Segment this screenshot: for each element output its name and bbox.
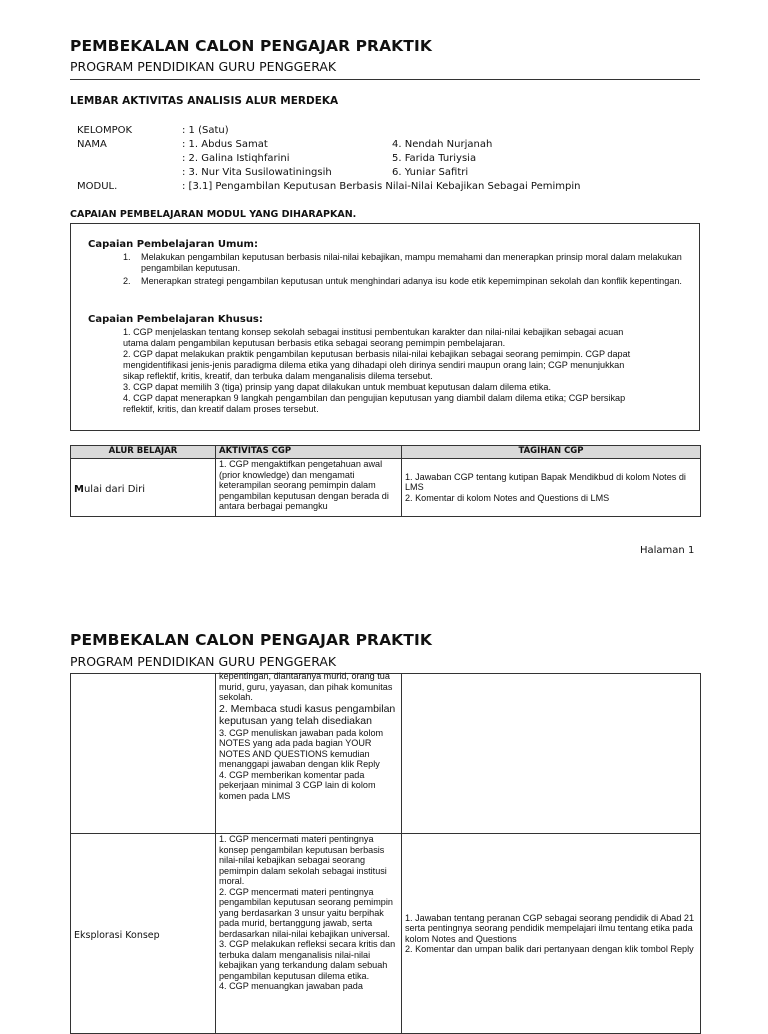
name-right-1: 4. Nendah Nurjanah	[392, 139, 493, 150]
page2-title: PEMBEKALAN CALON PENGAJAR PRAKTIK	[70, 631, 432, 649]
aktivitas-part-a: kepentingan, diantaranya murid, orang tua murid, guru, yayasan, dan pihak komunitas sekolah.	[219, 671, 393, 702]
header-aktivitas-cgp: AKTIVITAS CGP	[216, 446, 402, 459]
alur-cell-eksplorasi	[71, 834, 216, 1034]
tagihan-cell: 1. Jawaban CGP tentang kutipan Bapak Mendikbud di kolom Notes di LMS 2. Komentar di kolom Notes and Questions di LMS	[402, 459, 701, 517]
alur-first-letter: M	[74, 483, 84, 495]
umum-item-1-text: Melakukan pengambilan keputusan berbasis nilai-nilai kebajikan, mampu memahami dan menerapkan prinsip moral dalam melakukan pengambilan keputusan.	[141, 252, 682, 273]
name-right-3: 6. Yuniar Safitri	[392, 167, 469, 178]
aktivitas-cell-eksplorasi: 1. CGP mencermati materi pentingnya konsep pengambilan keputusan berbasis nilai-nilai kebajikan sebagai seorang pemimpin dalam sekolah sebagai institusi moral. 2. CGP mencermati materi pentingnya pengambilan keputusan seorang pemimpin yang berdasarkan 3 unsur yaitu berpihak pada murid, bertanggung jawab, serta berdasarkan nilai-nilai kebajikan universal. 3. CGP melakukan refleksi secara kritis dan terbuka dalam menganalisis nilai-nilai kebajikan yang terkandung dalam sebuah pengambilan keputusan dilema etika. 4. CGP menuangkan jawaban pada	[216, 834, 402, 1034]
alur-table-continued	[70, 673, 701, 1034]
page-title: PEMBEKALAN CALON PENGAJAR PRAKTIK	[70, 37, 432, 55]
sheet-title: LEMBAR AKTIVITAS ANALISIS ALUR MERDEKA	[70, 95, 339, 107]
header-divider	[70, 79, 700, 80]
modul-label: MODUL.	[77, 181, 118, 192]
khusus-item-2: 2. CGP dapat melakukan praktik pengambilan keputusan berbasis nilai-nilai kebajikan sebagai seorang pemimpin. CGP dapat mengidentifikasi jenis-jenis paradigma dilema etika yang dihadapi oleh dirinya sendiri maupun orang lain; CGP menunjukkan sikap reflektif, kritis, kreatif, dan terbuka dalam menganalisis dilema tersebut.	[123, 349, 631, 381]
alur-cell-empty	[71, 674, 216, 834]
khusus-item-1: 1. CGP menjelaskan tentang konsep sekolah sebagai institusi pembentukan karakter dan nilai-nilai kebajikan sebagai acuan utama dalam pengambilan keputusan berbasis etika sebagai seorang pemimpin pembelajaran.	[123, 327, 624, 348]
khusus-list	[123, 327, 648, 415]
name-right-2: 5. Farida Turiysia	[392, 153, 477, 164]
aktivitas-part-b: 2. Membaca studi kasus pengambilan keputusan yang telah disediakan	[219, 702, 396, 727]
tagihan-cell-empty	[402, 674, 701, 834]
kelompok-value: : 1 (Satu)	[182, 125, 229, 136]
header-tagihan-cgp: TAGIHAN CGP	[402, 446, 701, 459]
capaian-box	[70, 223, 700, 431]
table-row	[71, 674, 701, 834]
capaian-title: CAPAIAN PEMBELAJARAN MODUL YANG DIHARAPKAN.	[70, 209, 357, 220]
name-left-3: : 3. Nur Vita Susilowatiningsih	[182, 167, 332, 178]
alur-cell	[71, 459, 216, 517]
khusus-item-4: 4. CGP dapat menerapkan 9 langkah pengambilan dan pengujian keputusan yang diambil dalam dilema etika; CGP bersikap reflektif, kritis, dan kreatif dalam proses tersebut.	[123, 393, 626, 414]
khusus-heading: Capaian Pembelajaran Khusus:	[88, 314, 263, 325]
header-alur-belajar: ALUR BELAJAR	[71, 446, 216, 459]
page2-subtitle: PROGRAM PENDIDIKAN GURU PENGGERAK	[70, 654, 337, 669]
tagihan-cell-eksplorasi: 1. Jawaban tentang peranan CGP sebagai seorang pendidik di Abad 21 serta pentingnya seorang pendidik mempelajari ilmu tentang etika pada kolom Notes and Questions 2. Komentar dan umpan balik dari pertanyaan dengan klik tombol Reply	[402, 834, 701, 1034]
alur-rest: ulai dari Diri	[83, 483, 146, 495]
umum-item-2-num: 2.	[123, 276, 131, 286]
aktivitas-cell: 1. CGP mengaktifkan pengetahuan awal (prior knowledge) dan mengamati keterampilan seorang pemimpin dalam pengambilan keputusan dengan berada di antara berbagai pemangku	[216, 459, 402, 517]
aktivitas-part-c: 3. CGP menuliskan jawaban pada kolom NOTES yang ada pada bagian YOUR NOTES AND QUESTIONS kemudian menanggapi jawaban dengan klik Reply 4. CGP memberikan komentar pada pekerjaan minimal 3 CGP lain di kolom komen pada LMS	[219, 727, 384, 801]
umum-item-2	[123, 276, 693, 287]
modul-value: : [3.1] Pengambilan Keputusan Berbasis Nilai-Nilai Kebajikan Sebagai Pemimpin	[182, 181, 581, 192]
table-row	[71, 459, 701, 517]
umum-item-1	[123, 252, 693, 274]
page-subtitle: PROGRAM PENDIDIKAN GURU PENGGERAK	[70, 59, 337, 74]
aktivitas-cell-continued	[216, 671, 402, 834]
kelompok-label: KELOMPOK	[77, 125, 133, 136]
page-footer: Halaman 1	[640, 545, 695, 556]
alur-eksplorasi: Eksplorasi Konsep	[74, 929, 160, 941]
alur-table	[70, 445, 701, 517]
umum-item-2-text: Menerapkan strategi pengambilan keputusan untuk menghindari adanya isu kode etik kepemimpinan sekolah dan konflik kepentingan.	[141, 276, 682, 286]
umum-item-1-num: 1.	[123, 252, 131, 262]
umum-heading: Capaian Pembelajaran Umum:	[88, 239, 258, 250]
name-left-2: : 2. Galina Istiqhfarini	[182, 153, 290, 164]
khusus-item-3: 3. CGP dapat memilih 3 (tiga) prinsip yang dapat dilakukan untuk membuat keputusan dalam dilema etika.	[123, 382, 551, 392]
name-left-1: : 1. Abdus Samat	[182, 139, 268, 150]
nama-label: NAMA	[77, 139, 107, 150]
table-row	[71, 834, 701, 1034]
